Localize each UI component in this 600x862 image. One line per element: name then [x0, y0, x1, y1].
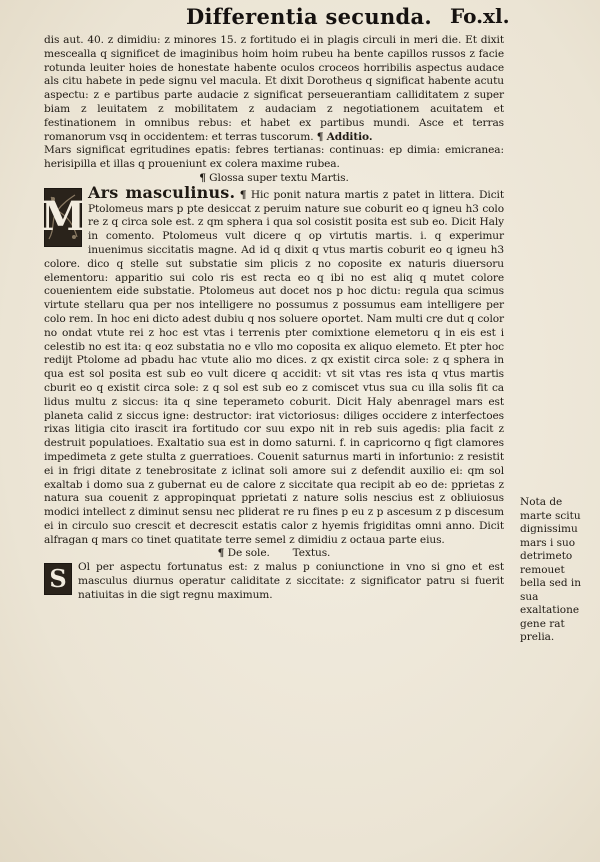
textus-label: Textus.	[292, 547, 331, 560]
initial-letter: S	[49, 564, 67, 594]
glossa-heading-text: Glossa super textu Martis.	[209, 171, 349, 184]
marginal-note-text: Nota de marte scitu dignissimu mars i suo detrimeto remouet bella sed in sua exaltatione gene rat prelia.	[520, 496, 582, 643]
decorated-initial-m	[40, 188, 86, 247]
paragraph-1	[44, 34, 504, 144]
running-head: Differentia secunda.	[186, 4, 433, 29]
mars-lead-text: Hic ponit natura martis z patet in littera.	[250, 188, 475, 201]
folio-number: Fo.xl.	[450, 4, 510, 28]
de-sole-heading-text: De sole.	[227, 547, 270, 560]
section-heading-mars: Ars masculinus.	[88, 182, 236, 202]
paragraph-sol-text: Ol per aspectu fortunatus est: z malus p coniunctione in vno si gno et est masculus diurnus operatur caliditate z siccitate: z significator patru si fuerit natiuitas in die sigt regnu maximum.	[78, 561, 504, 601]
decorated-initial-s	[44, 563, 72, 595]
pilcrow-mark: ¶	[316, 130, 324, 143]
paragraph-mars	[44, 182, 504, 548]
paragraph-sol	[44, 561, 504, 602]
additio-label: Additio.	[326, 130, 373, 143]
paragraph-1-text: dis aut. 40. z dimidiu: z minores 15. z fortitudo ei in plagis circuli in meri die. Et dixit mescealla q significet de imaginibus hoim hoim rubeu ha bente capillos russos z facie rotunda leuiter hoies de honestate habente oculos croceos horribilis aspectus audace als citu habete in pede signu vel macula. Et dixit Dorotheus q significat habente acutu aspectu: z e partibus parte audacie z significat perseuerantiam calliditatem z super biam z leuitatem z mobilitatem z audaciam z negotiationem acuitatem et festinationem in omnibus rebus: et habet ex partibus mundi. Asce et terras romanorum vsq in occidentem: et terras tuscorum.	[44, 34, 504, 143]
initial-letter: M	[40, 193, 86, 241]
pilcrow-mark: ¶	[199, 171, 206, 184]
main-text-column	[40, 34, 504, 603]
paragraph-2	[44, 144, 504, 172]
de-sole-heading	[44, 547, 504, 561]
pilcrow-mark: ¶	[217, 547, 225, 560]
mars-section	[40, 182, 504, 548]
sol-section	[44, 561, 504, 602]
pilcrow-mark: ¶	[239, 188, 247, 201]
paragraph-mars-text: Dicit Ptolomeus mars p pte desiccat z peruim nature sue coburit eo q igneu h3 colo re z q circa sole est. z qm sphera i qua sol cosistit posita est sub eo. Dicit Haly in comento. Ptolomeus vult dicere q op virtutis martis. i. q experimur inuenimus siccitatis magne. Ad id q dixit q vtus martis coburit eo q igneu h3 colore. dico q stelle sut substatie sim plicis z no coposite ex naturis diuersoru elementoru: apparitio sui colo ris est recta eo q ibi no est aliq q mutet colore couenientem eide substatie. Ptolomeus aut docet nos p hoc dictu: regula qua scimus virtute stellaru qua per nos intelligere no possumus z possumus eam intelligere per colo rem. In hoc eni dicto adest dubiu q nos soluere oportet. Nam multi cre dut q color no ondat vtute rei z hoc est vtas i terrenis pter comixtione elemetoru q in eis est i celestib no est ita: q eoz substatia no e vllo mo coposita ex aliquo elemeto. Et pter hoc redijt Ptolome ad pbadu hac vtute alio mo dices. z qx existit circa sole: z q sphera in qua est sol posita est sub eo vult dicere q accidit: vt sit vtas res ista q vtus martis cburit eo q existit circa sole: z q sol est sub eo z comiscet vtus sua cu illa solis fit ca lidus multu z siccus: ita q sine teperameto coburit. Dicit Haly abenragel mars est planeta calid z siccus igne: destructor: irat victoriosus: diliges occidere z interfectoes rixas litigia cito irascit ira fortitudo cor suu expo nit in reb suis agedis: plia facit z destruit populatioes. Exaltatio sua est in domo saturni. f. in capricorno q figt clamores impedimeta z gete stulta z guerratioes. Couenit saturnus marti in infortunio: z resistit ei in frigi ditate z tenebrositate z iclinat soli amore sui z defendit auxilio ei: qm sol exaltab i domo sua z gubernat eu de calore z siccitate qua recipit ab eo de: pprietas z natura sua couenit z appropinquat pprietati z nature solis nescius est z obliuiosus modici intellect z diminut sensu nec pliderat re ru fines p eu z p ascesum z p discesum ei in circulo suo crescit et decrescit estatis calor z hyemis frigiditas omni anno. Dicit alfragan q mars co tinet quatitate terre semel z dimidiu z octaua parte eius.	[44, 188, 504, 546]
marginal-note	[520, 496, 584, 645]
paragraph-2-text: Mars significat egritudines epatis: febres tertianas: continuas: ep dimia: emicranea: herisipilla et illas q proueniunt ex colera maxime rubea.	[44, 144, 504, 171]
